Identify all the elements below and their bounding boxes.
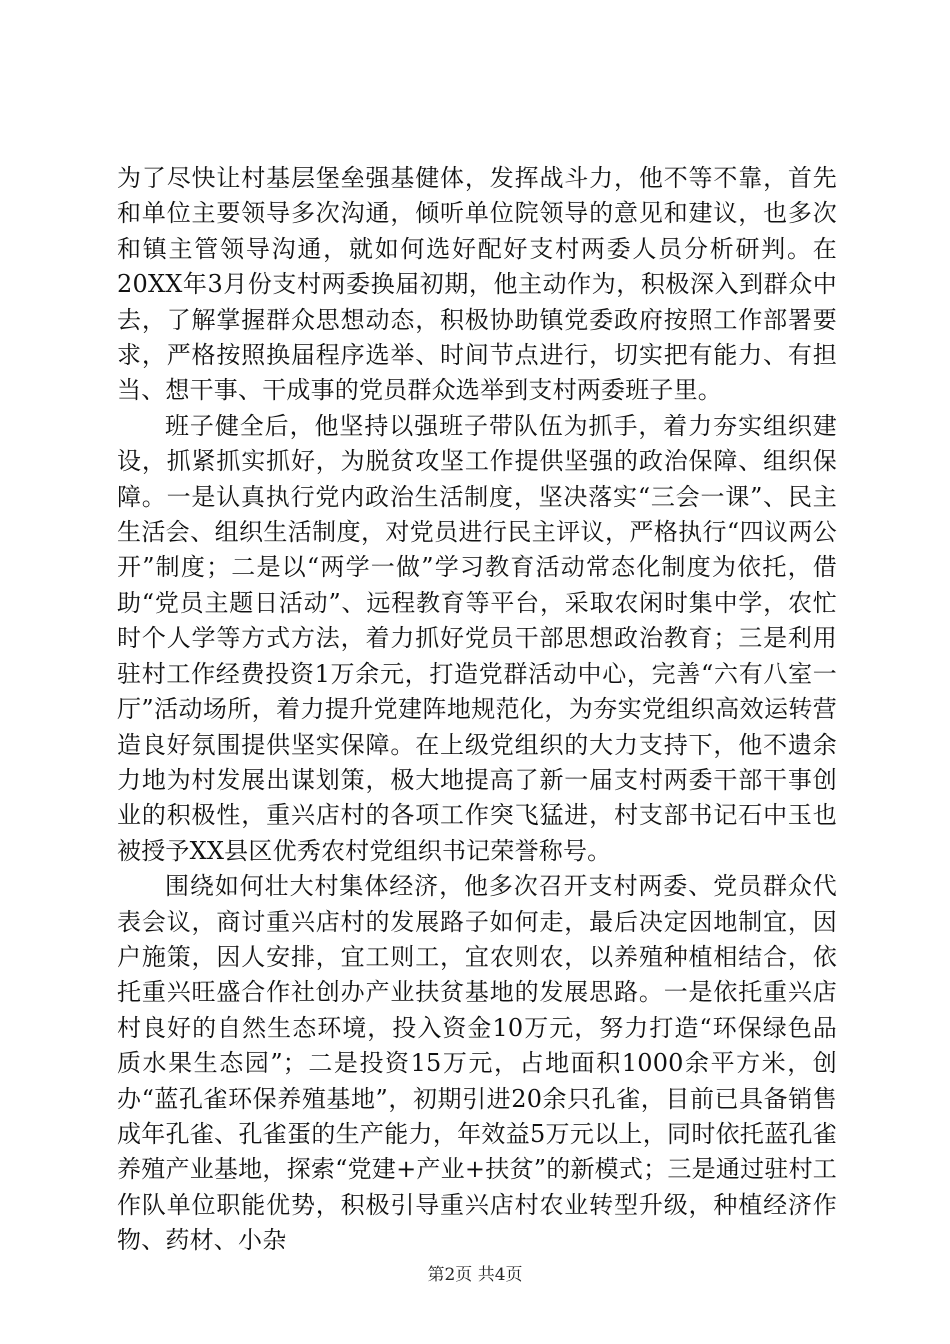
- page-number-footer: 第2页 共4页: [427, 1265, 523, 1285]
- document-body: [117, 161, 837, 1259]
- paragraph-1: 为了尽快让村基层堡垒强基健体，发挥战斗力，他不等不靠，首先和单位主要领导多次沟通，倾听单位院领导的意见和建议，也多次和镇主管领导沟通，就如何选好配好支村两委人员分析研判。在20XX年3月份支村两委换届初期，他主动作为，积极深入到群众中去，了解掌握群众思想动态，积极协助镇党委政府按照工作部署要求，严格按照换届程序选举、时间节点进行，切实把有能力、有担当、想干事、干成事的党员群众选举到支村两委班子里。: [117, 164, 837, 405]
- paragraph-2: 班子健全后，他坚持以强班子带队伍为抓手，着力夯实组织建设，抓紧抓实抓好，为脱贫攻坚工作提供坚强的政治保障、组织保障。一是认真执行党内政治生活制度，坚决落实“三会一课”、民主生活会、组织生活制度，对党员进行民主评议，严格执行“四议两公开”制度；二是以“两学一做”学习教育活动常态化制度为依托，借助“党员主题日活动”、远程教育等平台，采取农闲时集中学，农忙时个人学等方式方法，着力抓好党员干部思想政治教育；三是利用驻村工作经费投资1万余元，打造党群活动中心，完善“六有八室一厅”活动场所，着力提升党建阵地规范化，为夯实党组织高效运转营造良好氛围提供坚实保障。在上级党组织的大力支持下，他不遗余力地为村发展出谋划策，极大地提高了新一届支村两委干部干事创业的积极性，重兴店村的各项工作突飞猛进，村支部书记石中玉也被授予XX县区优秀农村党组织书记荣誉称号。: [117, 411, 837, 865]
- paragraph-3: 围绕如何壮大村集体经济，他多次召开支村两委、党员群众代表会议，商讨重兴店村的发展路子如何走，最后决定因地制宜，因户施策，因人安排，宜工则工，宜农则农，以养殖种植相结合，依托重兴旺盛合作社创办产业扶贫基地的发展思路。一是依托重兴店村良好的自然生态环境，投入资金10万元，努力打造“环保绿色品质水果生态园”；二是投资15万元，占地面积1000余平方米，创办“蓝孔雀环保养殖基地”，初期引进20余只孔雀，目前已具备销售成年孔雀、孔雀蛋的生产能力，年效益5万元以上，同时依托蓝孔雀养殖产业基地，探索“党建+产业+扶贫”的新模式；三是通过驻村工作队单位职能优势，积极引导重兴店村农业转型升级，种植经济作物、药材、小杂: [117, 872, 837, 1255]
